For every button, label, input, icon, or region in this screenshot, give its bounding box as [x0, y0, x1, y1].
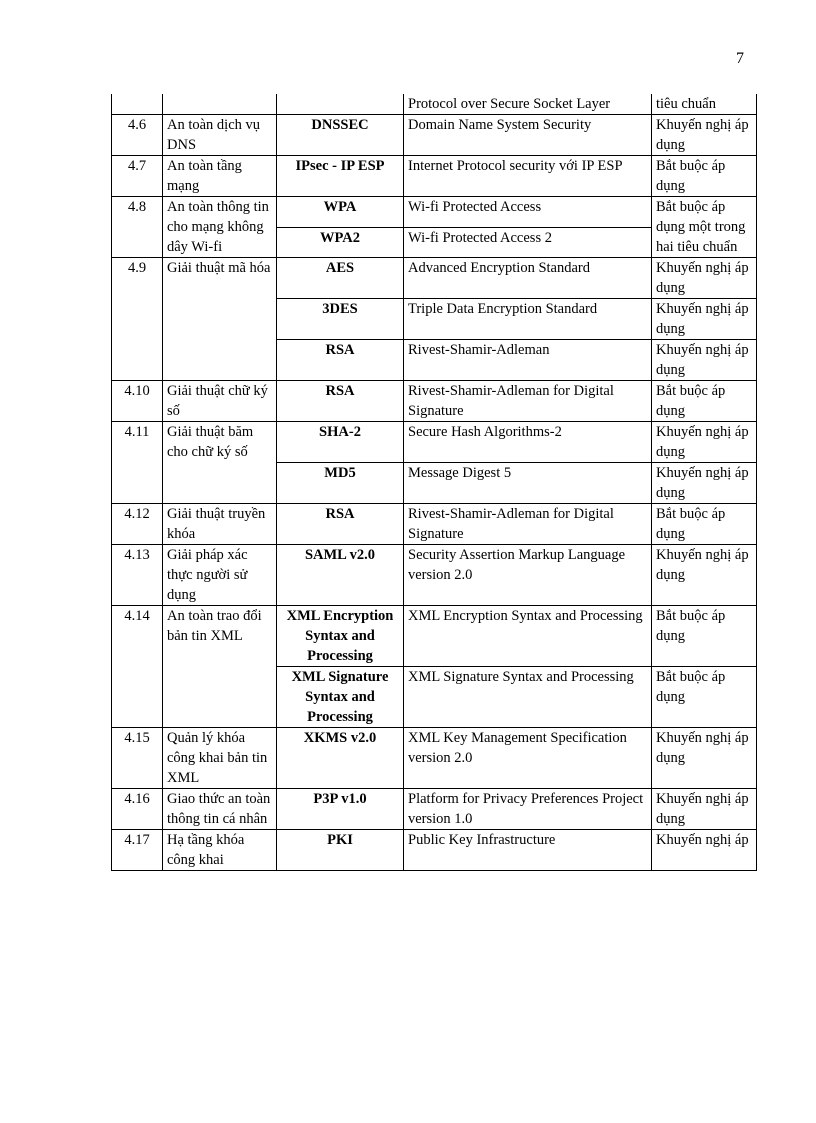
row-standard-name: Security Assertion Markup Language version 2.0: [404, 545, 652, 606]
row-number: 4.14: [112, 606, 163, 728]
row-code: AES: [277, 258, 404, 299]
row-requirement: Khuyến nghị áp dụng: [652, 422, 757, 463]
table-row: [112, 789, 757, 830]
row-topic: Giải thuật băm cho chữ ký số: [163, 422, 277, 504]
row-number: 4.7: [112, 156, 163, 197]
row-requirement: Khuyến nghị áp dụng: [652, 789, 757, 830]
row-requirement: Bắt buộc áp dụng: [652, 667, 757, 728]
row-number: 4.16: [112, 789, 163, 830]
row-code: P3P v1.0: [277, 789, 404, 830]
row-requirement: tiêu chuẩn: [652, 94, 757, 115]
row-requirement: Khuyến nghị áp dụng: [652, 728, 757, 789]
row-topic: Giải thuật mã hóa: [163, 258, 277, 381]
table-row: [112, 545, 757, 606]
row-requirement: Khuyến nghị áp dụng: [652, 299, 757, 340]
row-code: SHA-2: [277, 422, 404, 463]
row-requirement: Khuyến nghị áp dụng: [652, 258, 757, 299]
table-row: [112, 422, 757, 463]
row-standard-name: Rivest-Shamir-Adleman for Digital Signature: [404, 504, 652, 545]
row-code: RSA: [277, 381, 404, 422]
row-requirement: Khuyến nghị áp: [652, 830, 757, 871]
row-standard-name: Public Key Infrastructure: [404, 830, 652, 871]
row-number: 4.15: [112, 728, 163, 789]
row-requirement: Khuyến nghị áp dụng: [652, 545, 757, 606]
row-topic: Giải thuật chữ ký số: [163, 381, 277, 422]
row-code: XML Signature Syntax and Processing: [277, 667, 404, 728]
row-standard-name: Protocol over Secure Socket Layer: [404, 94, 652, 115]
table-row: [112, 830, 757, 871]
row-number: 4.9: [112, 258, 163, 381]
row-number: 4.13: [112, 545, 163, 606]
row-number: 4.8: [112, 197, 163, 258]
row-code: 3DES: [277, 299, 404, 340]
row-standard-name: Advanced Encryption Standard: [404, 258, 652, 299]
row-standard-name: Rivest-Shamir-Adleman: [404, 340, 652, 381]
row-requirement: Bắt buộc áp dụng: [652, 156, 757, 197]
row-code: PKI: [277, 830, 404, 871]
row-requirement: Bắt buộc áp dụng: [652, 504, 757, 545]
row-standard-name: Domain Name System Security: [404, 115, 652, 156]
row-number: 4.12: [112, 504, 163, 545]
row-requirement: Khuyến nghị áp dụng: [652, 115, 757, 156]
table-row: [112, 258, 757, 299]
row-standard-name: Secure Hash Algorithms-2: [404, 422, 652, 463]
row-standard-name: Wi-fi Protected Access 2: [404, 227, 652, 258]
row-standard-name: Wi-fi Protected Access: [404, 197, 652, 228]
row-code: RSA: [277, 340, 404, 381]
row-topic: Hạ tầng khóa công khai: [163, 830, 277, 871]
row-code: DNSSEC: [277, 115, 404, 156]
row-requirement: Bắt buộc áp dụng: [652, 381, 757, 422]
table-row: [112, 504, 757, 545]
row-code: SAML v2.0: [277, 545, 404, 606]
row-standard-name: XML Encryption Syntax and Processing: [404, 606, 652, 667]
row-code: MD5: [277, 463, 404, 504]
page-number: 7: [736, 50, 744, 67]
row-standard-name: Rivest-Shamir-Adleman for Digital Signature: [404, 381, 652, 422]
row-number: 4.6: [112, 115, 163, 156]
row-number: 4.10: [112, 381, 163, 422]
row-code: WPA2: [277, 227, 404, 258]
row-standard-name: Triple Data Encryption Standard: [404, 299, 652, 340]
row-number: 4.11: [112, 422, 163, 504]
row-requirement: Bắt buộc áp dụng: [652, 606, 757, 667]
row-topic: An toàn thông tin cho mạng không dây Wi-fi: [163, 197, 277, 258]
row-code: [277, 94, 404, 115]
row-code: RSA: [277, 504, 404, 545]
row-code: XML Encryption Syntax and Processing: [277, 606, 404, 667]
row-topic: An toàn trao đổi bản tin XML: [163, 606, 277, 728]
row-topic: Giải pháp xác thực người sử dụng: [163, 545, 277, 606]
row-standard-name: Internet Protocol security với IP ESP: [404, 156, 652, 197]
table-row: [112, 156, 757, 197]
row-standard-name: XML Signature Syntax and Processing: [404, 667, 652, 728]
row-topic: [163, 94, 277, 115]
row-code: WPA: [277, 197, 404, 228]
row-topic: An toàn tầng mạng: [163, 156, 277, 197]
row-topic: Giải thuật truyền khóa: [163, 504, 277, 545]
row-topic: Giao thức an toàn thông tin cá nhân: [163, 789, 277, 830]
table-row: [112, 381, 757, 422]
row-requirement: Khuyến nghị áp dụng: [652, 463, 757, 504]
table-row: [112, 197, 757, 228]
row-standard-name: XML Key Management Specification version 2.0: [404, 728, 652, 789]
row-standard-name: Message Digest 5: [404, 463, 652, 504]
row-requirement: Khuyến nghị áp dụng: [652, 340, 757, 381]
row-topic: Quản lý khóa công khai bản tin XML: [163, 728, 277, 789]
table-row: [112, 606, 757, 667]
standards-table: [111, 94, 757, 871]
row-code: XKMS v2.0: [277, 728, 404, 789]
row-code: IPsec - IP ESP: [277, 156, 404, 197]
row-requirement: Bắt buộc áp dụng một trong hai tiêu chuẩn: [652, 197, 757, 258]
table-row: [112, 115, 757, 156]
table-row: [112, 94, 757, 115]
table-row: [112, 728, 757, 789]
row-number: 4.17: [112, 830, 163, 871]
row-number: [112, 94, 163, 115]
row-standard-name: Platform for Privacy Preferences Project version 1.0: [404, 789, 652, 830]
row-topic: An toàn dịch vụ DNS: [163, 115, 277, 156]
